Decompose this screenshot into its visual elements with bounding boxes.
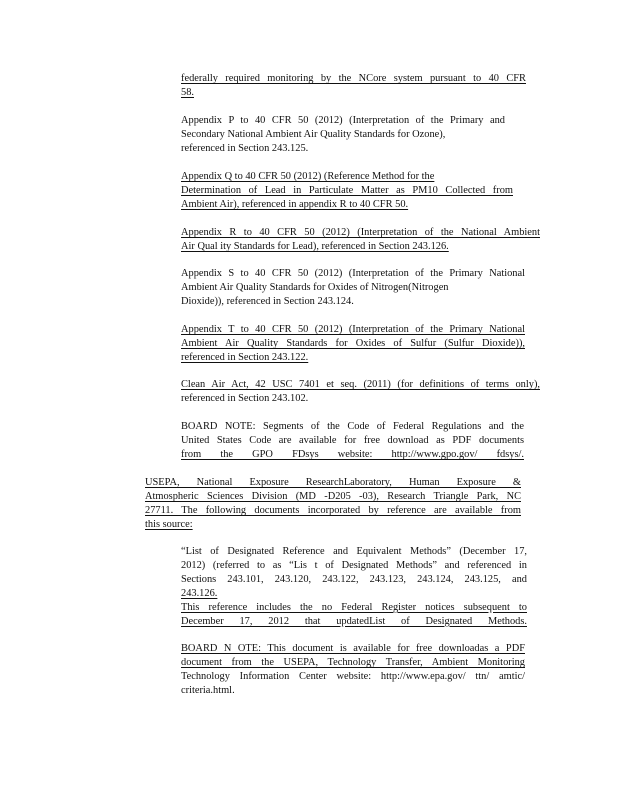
text-line: 243.126. <box>181 587 218 599</box>
text-line: BOARD NOTE: Segments of the Code of Federal Regulations and the <box>181 421 524 432</box>
text-line: Appendix Q to 40 CFR 50 (2012) (Reference Method for the <box>181 171 435 182</box>
text-line: referenced in Section 243.102. <box>181 392 309 404</box>
text-line: 58. <box>181 86 194 98</box>
paragraph-board-note-1 <box>181 420 524 462</box>
text-line: from the GPO FDsys website: http://www.gpo.gov/ fdsys/. <box>181 448 524 460</box>
text-line: Atmospheric Sciences Division (MD -D205 -03), Research Triangle Park, NC <box>145 490 521 502</box>
text-line: referenced in Section 243.122. <box>181 351 309 363</box>
text-line: Appendix S to 40 CFR 50 (2012) (Interpretation of the Primary National <box>181 268 525 279</box>
text-line: Appendix P to 40 CFR 50 (2012) (Interpretation of the Primary and <box>181 115 505 126</box>
paragraph-appendix-p <box>181 114 505 156</box>
text-line: Determination of Lead in Particulate Matter as PM10 Collected from <box>181 184 513 196</box>
text-line: USEPA, National Exposure ResearchLaboratory, Human Exposure & <box>145 477 521 488</box>
paragraph-appendix-q <box>181 170 513 212</box>
text-line: 27711. The following documents incorporated by reference are available from <box>145 504 521 516</box>
text-line: criteria.html. <box>181 684 235 696</box>
text-line: 2012) (referred to as “Lis t of Designated Methods” and referenced in <box>181 559 527 571</box>
paragraph-clean-air-act <box>181 378 540 406</box>
text-line: document from the USEPA, Technology Transfer, Ambient Monitoring <box>181 656 525 668</box>
text-line: Ambient Air Quality Standards for Oxides of Nitrogen(Nitrogen <box>181 281 449 293</box>
text-line: Sections 243.101, 243.120, 243.122, 243.123, 243.124, 243.125, and <box>181 573 527 585</box>
text-line: Ambient Air Quality Standards for Oxides of Sulfur (Sulfur Dioxide)), <box>181 337 525 349</box>
text-line: “List of Designated Reference and Equivalent Methods” (December 17, <box>181 546 527 557</box>
text-line: referenced in Section 243.125. <box>181 142 309 154</box>
paragraph-usepa-source <box>145 476 521 532</box>
text-line: federally required monitoring by the NCore system pursuant to 40 CFR <box>181 73 526 84</box>
paragraph-appendix-t <box>181 323 525 365</box>
text-line: December 17, 2012 that updatedList of Designated Methods. <box>181 615 527 627</box>
text-line: Secondary National Ambient Air Quality Standards for Ozone), <box>181 128 446 140</box>
text-line: Air Qual ity Standards for Lead), referenced in Section 243.126. <box>181 240 449 252</box>
text-line: this source: <box>145 518 193 530</box>
paragraph-appendix-r <box>181 226 540 254</box>
text-line: Clean Air Act, 42 USC 7401 et seq. (2011) (for definitions of terms only), <box>181 379 540 390</box>
text-line: This reference includes the no Federal Register notices subsequent to <box>181 601 527 613</box>
paragraph-appendix-s <box>181 267 525 309</box>
text-line: Appendix R to 40 CFR 50 (2012) (Interpretation of the National Ambient <box>181 227 540 238</box>
text-line: BOARD N OTE: This document is available for free downloadas a PDF <box>181 643 525 654</box>
text-line: Appendix T to 40 CFR 50 (2012) (Interpretation of the Primary National <box>181 324 525 335</box>
paragraph-board-note-2 <box>181 642 525 698</box>
text-line: Technology Information Center website: http://www.epa.gov/ ttn/ amtic/ <box>181 670 525 682</box>
text-line: Ambient Air), referenced in appendix R to 40 CFR 50. <box>181 198 409 210</box>
text-line: United States Code are available for free download as PDF documents <box>181 434 524 446</box>
paragraph-ncore-continuation <box>181 72 526 100</box>
paragraph-designated-methods <box>181 545 527 628</box>
text-line: Dioxide)), referenced in Section 243.124. <box>181 295 354 307</box>
